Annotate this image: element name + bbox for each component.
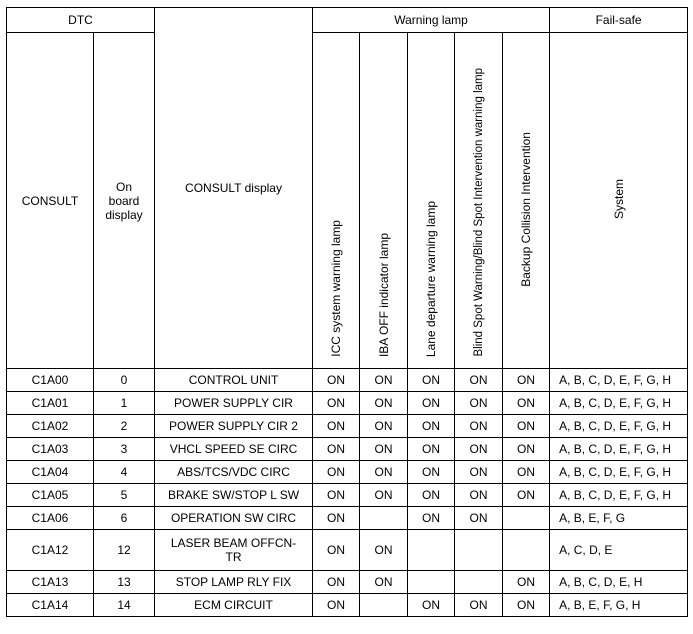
dtc-header: DTC (7, 8, 155, 33)
lamp-status-cell: ON (455, 507, 503, 530)
lamp-status-cell: ON (313, 530, 360, 571)
lamp-status-cell: ON (408, 369, 455, 392)
consult-display-cell: ECM CIRCUIT (155, 594, 313, 617)
consult-display-cell: VHCL SPEED SE CIRC (155, 438, 313, 461)
lamp-status-cell: ON (503, 571, 550, 594)
lamp-header-iba (360, 33, 408, 369)
onboard-display-cell: 2 (94, 415, 155, 438)
system-cell: A, B, C, D, E, F, G, H (550, 415, 688, 438)
lamp-status-cell: ON (360, 392, 408, 415)
lamp-status-cell: ON (455, 594, 503, 617)
lamp-status-cell: ON (503, 392, 550, 415)
lamp-header-iba-text: IBA OFF indicator lamp (376, 232, 391, 357)
table-row (7, 438, 688, 461)
system-cell: A, B, C, D, E, F, G, H (550, 484, 688, 507)
consult-code-cell: C1A05 (7, 484, 94, 507)
table-row (7, 369, 688, 392)
on-board-line-2: board (108, 193, 140, 208)
table-row (7, 507, 688, 530)
dtc-table (6, 7, 688, 617)
lamp-status-cell (360, 507, 408, 530)
table-row (7, 571, 688, 594)
system-cell: A, B, C, D, E, F, G, H (550, 369, 688, 392)
lamp-status-cell: ON (455, 484, 503, 507)
consult-code-cell: C1A04 (7, 461, 94, 484)
table-row (7, 392, 688, 415)
consult-code-cell: C1A13 (7, 571, 94, 594)
table-row (7, 530, 688, 571)
consult-display-cell: OPERATION SW CIRC (155, 507, 313, 530)
consult-header: CONSULT (7, 33, 94, 369)
lamp-status-cell: ON (503, 594, 550, 617)
lamp-status-cell (455, 530, 503, 571)
onboard-display-cell: 14 (94, 594, 155, 617)
lamp-status-cell: ON (313, 571, 360, 594)
lamp-status-cell: ON (313, 415, 360, 438)
system-cell: A, C, D, E (550, 530, 688, 571)
system-cell: A, B, E, F, G, H (550, 594, 688, 617)
table-row (7, 461, 688, 484)
lamp-status-cell: ON (313, 484, 360, 507)
lamp-status-cell: ON (360, 369, 408, 392)
onboard-display-cell: 3 (94, 438, 155, 461)
consult-display-cell: ABS/TCS/VDC CIRC (155, 461, 313, 484)
warning-lamp-header: Warning lamp (313, 8, 550, 33)
consult-code-cell: C1A03 (7, 438, 94, 461)
lamp-header-backup-text: Backup Collision Intervention (519, 132, 534, 287)
consult-code-cell: C1A01 (7, 392, 94, 415)
lamp-status-cell: ON (408, 484, 455, 507)
system-cell: A, B, E, F, G (550, 507, 688, 530)
lamp-status-cell (503, 530, 550, 571)
lamp-status-cell: ON (313, 392, 360, 415)
on-board-display-header (94, 33, 155, 369)
lamp-header-backup (503, 33, 550, 369)
system-cell: A, B, C, D, E, F, G, H (550, 438, 688, 461)
consult-display-cell: BRAKE SW/STOP L SW (155, 484, 313, 507)
lamp-status-cell: ON (408, 438, 455, 461)
lamp-status-cell: ON (313, 369, 360, 392)
onboard-display-cell: 6 (94, 507, 155, 530)
fail-safe-header: Fail-safe (550, 8, 688, 33)
lamp-status-cell (503, 507, 550, 530)
lamp-status-cell: ON (313, 461, 360, 484)
lamp-header-blind-spot (455, 33, 503, 369)
lamp-status-cell: ON (455, 392, 503, 415)
lamp-status-cell: ON (408, 594, 455, 617)
lamp-status-cell: ON (455, 438, 503, 461)
on-board-line-1: On (116, 179, 133, 194)
table-row (7, 484, 688, 507)
lamp-status-cell: ON (503, 484, 550, 507)
lamp-status-cell: ON (503, 415, 550, 438)
consult-display-cell: CONTROL UNIT (155, 369, 313, 392)
table-row (7, 415, 688, 438)
lamp-status-cell: ON (313, 438, 360, 461)
lamp-status-cell (455, 571, 503, 594)
table-body (7, 369, 688, 617)
system-cell: A, B, C, D, E, F, G, H (550, 461, 688, 484)
lamp-status-cell: ON (360, 461, 408, 484)
lamp-header-lane-text: Lane departure warning lamp (424, 200, 439, 357)
lamp-status-cell (360, 594, 408, 617)
lamp-status-cell: ON (360, 530, 408, 571)
system-cell: A, B, C, D, E, H (550, 571, 688, 594)
onboard-display-cell: 1 (94, 392, 155, 415)
lamp-header-icc (313, 33, 360, 369)
lamp-header-icc-text: ICC system warning lamp (329, 220, 344, 357)
consult-code-cell: C1A12 (7, 530, 94, 571)
consult-code-cell: C1A02 (7, 415, 94, 438)
consult-display-cell: STOP LAMP RLY FIX (155, 571, 313, 594)
lamp-header-lane (408, 33, 455, 369)
system-header-text: System (611, 178, 626, 219)
lamp-status-cell: ON (313, 594, 360, 617)
lamp-status-cell (408, 530, 455, 571)
lamp-status-cell: ON (360, 415, 408, 438)
onboard-display-cell: 4 (94, 461, 155, 484)
lamp-status-cell: ON (408, 461, 455, 484)
lamp-status-cell: ON (360, 571, 408, 594)
system-header (550, 33, 688, 369)
lamp-status-cell (408, 571, 455, 594)
lamp-status-cell: ON (408, 507, 455, 530)
onboard-display-cell: 0 (94, 369, 155, 392)
lamp-status-cell: ON (503, 461, 550, 484)
on-board-line-3: display (105, 207, 143, 222)
lamp-status-cell: ON (408, 392, 455, 415)
onboard-display-cell: 12 (94, 530, 155, 571)
system-cell: A, B, C, D, E, F, G, H (550, 392, 688, 415)
lamp-status-cell: ON (360, 438, 408, 461)
lamp-status-cell: ON (503, 369, 550, 392)
onboard-display-cell: 5 (94, 484, 155, 507)
table-row (7, 594, 688, 617)
consult-display-cell: POWER SUPPLY CIR 2 (155, 415, 313, 438)
consult-code-cell: C1A00 (7, 369, 94, 392)
lamp-header-blind-spot-text: Blind Spot Warning/Blind Spot Intervention warning lamp (472, 68, 485, 357)
consult-code-cell: C1A14 (7, 594, 94, 617)
lamp-status-cell: ON (408, 415, 455, 438)
consult-display-cell: POWER SUPPLY CIR (155, 392, 313, 415)
consult-display-header: CONSULT display (155, 8, 313, 369)
lamp-status-cell: ON (503, 438, 550, 461)
lamp-status-cell: ON (313, 507, 360, 530)
lamp-status-cell: ON (455, 415, 503, 438)
lamp-status-cell: ON (455, 369, 503, 392)
consult-display-cell: LASER BEAM OFFCN- TR (155, 530, 313, 571)
onboard-display-cell: 13 (94, 571, 155, 594)
consult-code-cell: C1A06 (7, 507, 94, 530)
lamp-status-cell: ON (455, 461, 503, 484)
lamp-status-cell: ON (360, 484, 408, 507)
